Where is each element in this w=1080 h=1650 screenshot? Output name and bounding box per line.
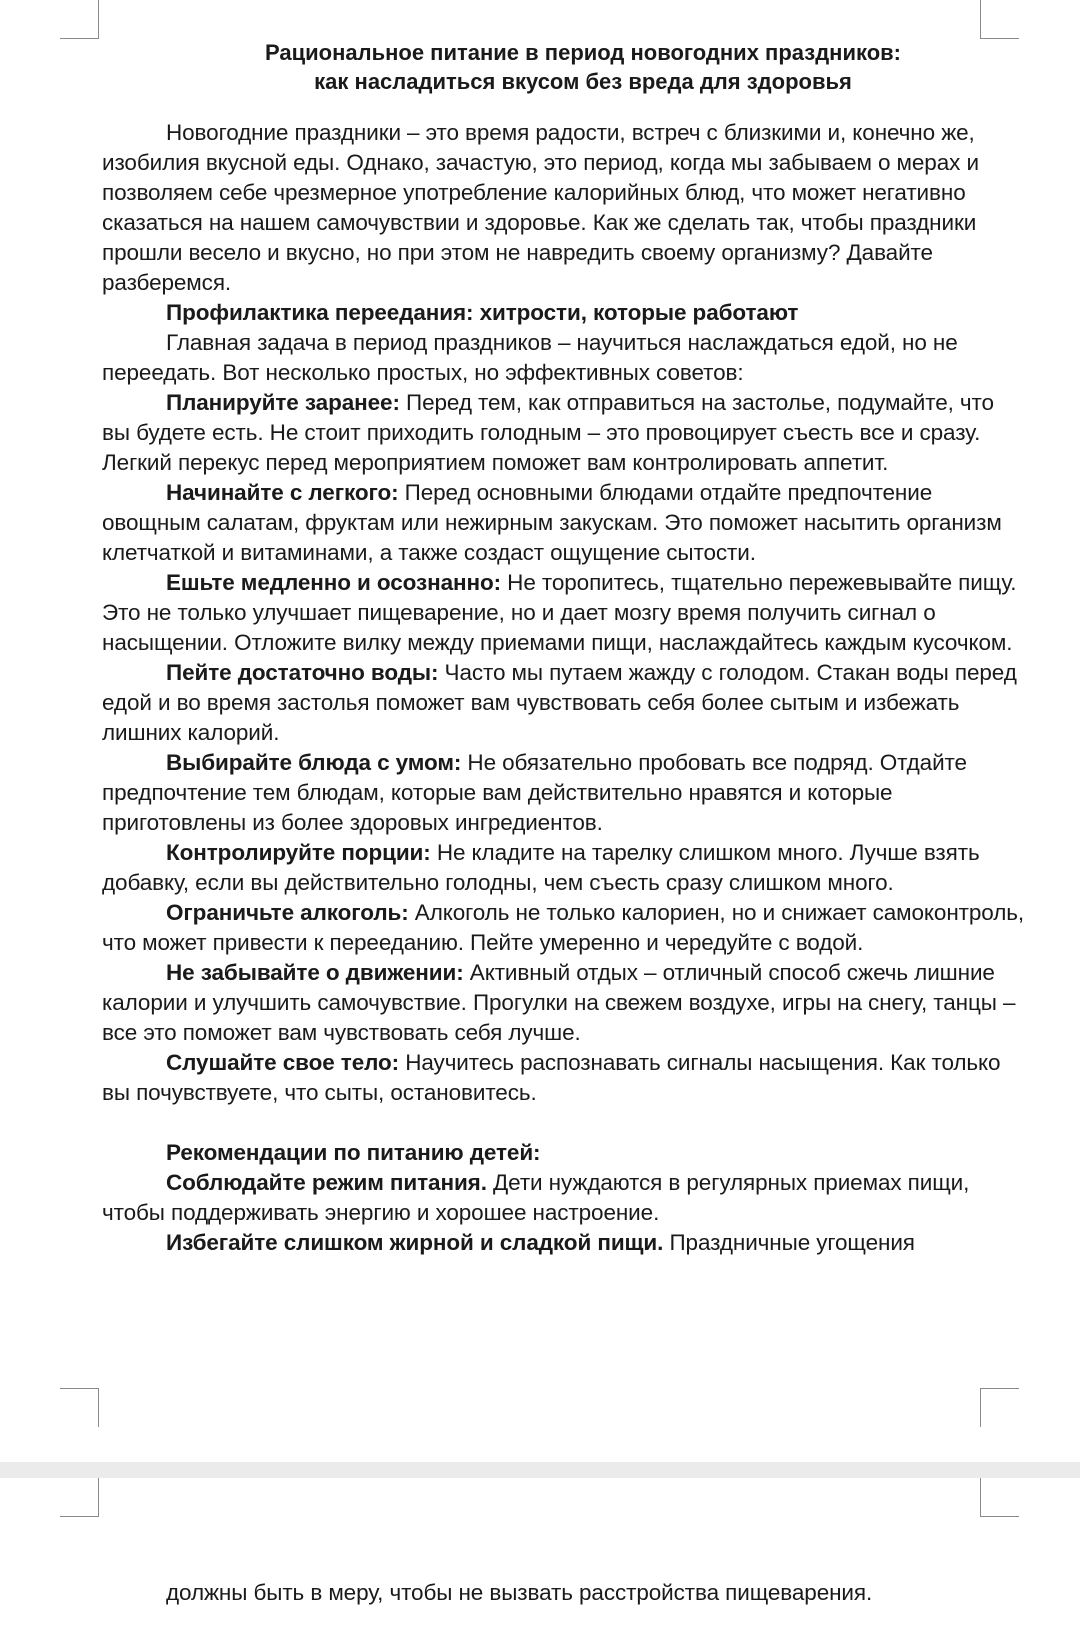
tip-title: Ешьте медленно и осознанно:: [166, 570, 502, 595]
child-tip-paragraph: [102, 1228, 1024, 1258]
tip-title: Планируйте заранее:: [166, 390, 400, 415]
title-line-2: как насладиться вкусом без вреда для здоровья: [314, 69, 852, 94]
page-margin-corner-bottom-left: [60, 1388, 99, 1427]
page-margin-corner-bottom-right: [980, 1388, 1019, 1427]
page-break-gap: [0, 1462, 1080, 1478]
page-margin-corner-top-right: [980, 1478, 1019, 1517]
tip-title: Контролируйте порции:: [166, 840, 431, 865]
tip-title: Пейте достаточно воды:: [166, 660, 439, 685]
tip-paragraph: [102, 658, 1024, 748]
tip-title: Выбирайте блюда с умом:: [166, 750, 462, 775]
tip-paragraph: [102, 898, 1024, 958]
tip-paragraph: [102, 1048, 1024, 1108]
empty-line: [102, 1108, 1024, 1138]
page-margin-corner-top-left: [60, 0, 99, 39]
document-title: [102, 38, 1024, 96]
tip-paragraph: [102, 958, 1024, 1048]
tip-text: Не обязательно пробовать все подряд. Отдайте предпочтение тем блюдам, которые вам действительно нравятся и которые приготовлены из более здоровых ингредиентов.: [102, 750, 967, 835]
tip-text: Часто мы путаем жажду с голодом. Стакан воды перед едой и во время застолья поможет вам чувствовать себя более сытым и избежать лишних калорий.: [102, 660, 1017, 745]
tip-text: Научитесь распознавать сигналы насыщения. Как только вы почувствуете, что сыты, остановитесь.: [102, 1050, 1001, 1105]
tip-paragraph: [102, 838, 1024, 898]
section-heading-children: Рекомендации по питанию детей:: [166, 1140, 541, 1165]
document-body-page-2: [102, 1578, 1024, 1608]
section-heading-overeating: Профилактика переедания: хитрости, которые работают: [166, 300, 799, 325]
tip-paragraph: [102, 568, 1024, 658]
tip-paragraph: [102, 748, 1024, 838]
section-lead-paragraph: Главная задача в период праздников – научиться наслаждаться едой, но не переедать. Вот несколько простых, но эффективных советов:: [102, 330, 958, 385]
tip-title: Соблюдайте режим питания.: [166, 1170, 487, 1195]
tip-title: Начинайте с легкого:: [166, 480, 399, 505]
page-margin-corner-top-left: [60, 1478, 99, 1517]
tip-title: Не забывайте о движении:: [166, 960, 464, 985]
tip-title: Слушайте свое тело:: [166, 1050, 400, 1075]
tip-text: Не кладите на тарелку слишком много. Лучше взять добавку, если вы действительно голодны, чем съесть сразу слишком много.: [102, 840, 980, 895]
tip-text: Перед тем, как отправиться на застолье, подумайте, что вы будете есть. Не стоит приходить голодным – это провоцирует съесть все и сразу. Легкий перекус перед мероприятием поможет вам контролировать аппетит.: [102, 390, 994, 475]
tip-text: Алкоголь не только калориен, но и снижает самоконтроль, что может привести к перееданию. Пейте умеренно и чередуйте с водой.: [102, 900, 1024, 955]
document-page-2: [0, 1478, 1080, 1650]
tip-text: Дети нуждаются в регулярных приемах пищи, чтобы поддерживать энергию и хорошее настроение.: [102, 1170, 970, 1225]
title-line-1: Рациональное питание в период новогодних праздников:: [264, 40, 902, 65]
continuation-paragraph: должны быть в меру, чтобы не вызвать расстройства пищеварения.: [166, 1580, 873, 1605]
tip-paragraph: [102, 478, 1024, 568]
page-margin-corner-top-right: [980, 0, 1019, 39]
tip-paragraph: [102, 388, 1024, 478]
child-tip-paragraph: [102, 1168, 1024, 1228]
tip-text: Активный отдых – отличный способ сжечь лишние калории и улучшить самочувствие. Прогулки на свежем воздухе, игры на снегу, танцы – все это поможет вам чувствовать себя лучше.: [102, 960, 1016, 1045]
intro-paragraph: Новогодние праздники – это время радости, встреч с близкими и, конечно же, изобилия вкусной еды. Однако, зачастую, это период, когда мы забываем о мерах и позволяем себе чрезмерное употребление калорийных блюд, что может негативно сказаться на нашем самочувствии и здоровье. Как же сделать так, чтобы праздники прошли весело и вкусно, но при этом не навредить своему организму? Давайте разберемся.: [102, 120, 979, 295]
tip-text: Перед основными блюдами отдайте предпочтение овощным салатам, фруктам или нежирным закускам. Это поможет насытить организм клетчаткой и витаминами, а также создаст ощущение сытости.: [102, 480, 1002, 565]
tip-text: Праздничные угощения: [663, 1230, 915, 1255]
tip-text: Не торопитесь, тщательно пережевывайте пищу. Это не только улучшает пищеварение, но и дает мозгу время получить сигнал о насыщении. Отложите вилку между приемами пищи, наслаждайтесь каждым кусочком.: [102, 570, 1017, 655]
document-body: [102, 38, 1024, 1258]
tip-title: Избегайте слишком жирной и сладкой пищи.: [166, 1230, 664, 1255]
tip-title: Ограничьте алкоголь:: [166, 900, 409, 925]
